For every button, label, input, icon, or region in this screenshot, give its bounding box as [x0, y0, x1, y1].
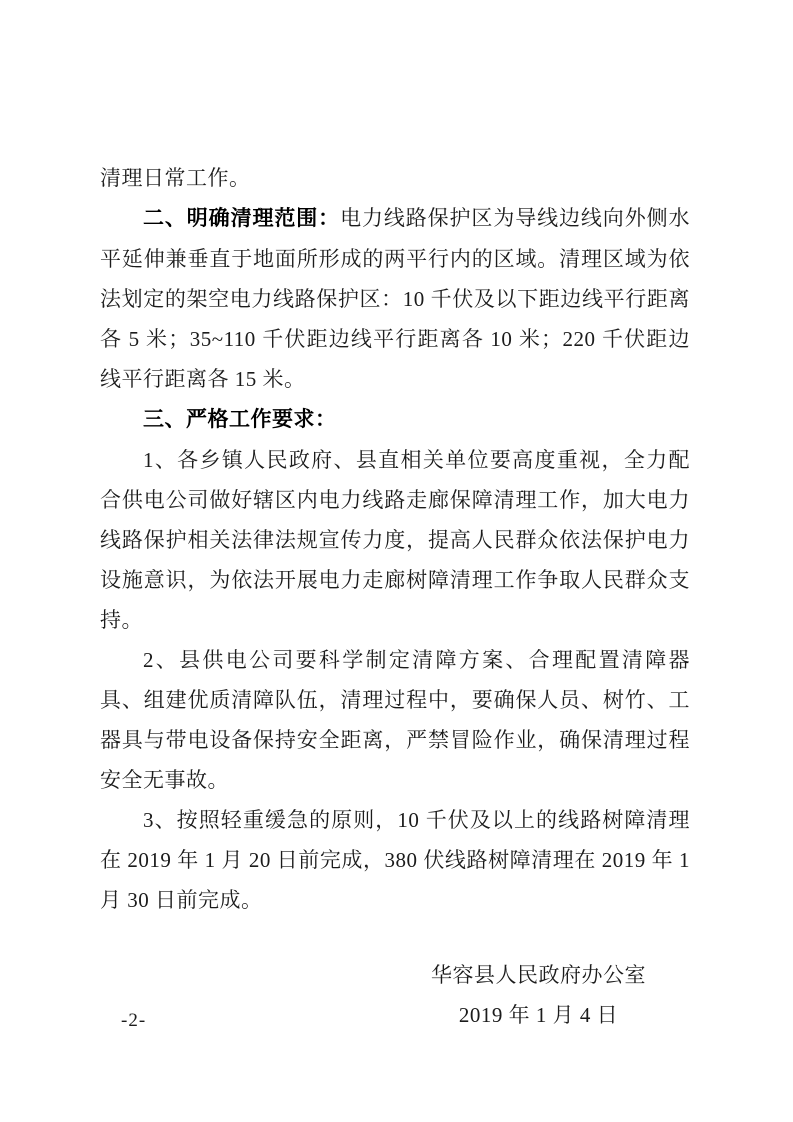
document-body [100, 158, 690, 1035]
section2-body: 电力线路保护区为导线边线向外侧水平延伸兼垂直于地面所形成的两平行内的区域。清理区域为依法划定的架空电力线路保护区：10 千伏及以下距边线平行距离各 5 米；35~110 千伏距边线平行距离各 10 米；220 千伏距边线平行距离各 15 米。 [100, 206, 690, 391]
signature-office: 华容县人民政府办公室 [431, 963, 646, 987]
paragraph-item1: 1、各乡镇人民政府、县直相关单位要高度重视，全力配合供电公司做好辖区内电力线路走廊保障清理工作，加大电力线路保护相关法律法规宣传力度，提高人民群众依法保护电力设施意识，为依法开展电力走廊树障清理工作争取人民群众支持。 [100, 448, 690, 632]
paragraph-continuation: 清理日常工作。 [100, 166, 251, 190]
section2-heading: 二、明确清理范围： [143, 207, 341, 230]
paragraph-item3: 3、按照轻重缓急的原则，10 千伏及以上的线路树障清理在 2019 年 1 月 20 日前完成，380 伏线路树障清理在 2019 年 1 月 30 日前完成。 [100, 808, 690, 912]
signature-block [431, 955, 646, 1035]
paragraph-section2 [100, 198, 690, 399]
section3-heading-line [100, 399, 690, 440]
page-number: -2- [121, 1010, 147, 1031]
section3-heading: 三、严格工作要求： [143, 408, 337, 431]
signature-date: 2019 年 1 月 4 日 [458, 1003, 619, 1027]
paragraph-item2: 2、县供电公司要科学制定清障方案、合理配置清障器具、组建优质清障队伍，清理过程中，要确保人员、树竹、工器具与带电设备保持安全距离，严禁冒险作业，确保清理过程安全无事故。 [100, 648, 690, 792]
